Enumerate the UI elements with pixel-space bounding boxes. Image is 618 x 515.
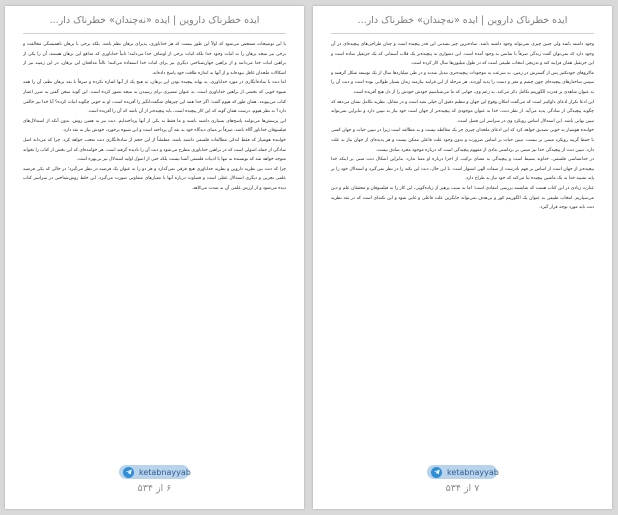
header-divider (23, 33, 286, 34)
book-page-right (313, 6, 612, 509)
channel-name: ketabnayyab (447, 467, 499, 477)
page-number: ۷ از ۵۳۴ (445, 483, 480, 494)
paragraph: ماکروهای خودتکثیر پس از گسترش در زمین، به سرعت به موجودات پیچیده‌تری تبدیل شدند و در طی میلیاردها سال از یک توسعه شکل گرفتند و سپس ساختارهای پیچیده‌ای چون چشم و مغز و دست را پدید آوردند. هر مرحله از این فرایند نیازمند زمان بسیار طولانی بوده است و دنت آن را به عنوان شاهدی بر قدرت الگوریتم تکامل ذکر می‌کند. به زعم وی، جهانی که ما می‌شناسیم خودش خودش را از دل هیچ آفریده است. (331, 70, 594, 95)
channel-badge[interactable] (427, 465, 497, 479)
paragraph: با این توضیحات مشخص می‌شود که اولاً این طور نیست که هر خداباوری، پذیرای برهان نظم باشد. بلکه برخی با برهان ناهمیشگی مخالفت و برخی نیز نتیجه برهان را نه اثبات وجود خدا بلکه اثبات برخی از اوصاف خدا می‌دانند؛ ثانیاً خداباوری که مدافع این برهان هستند، آن را یکی از براهین اثبات خدا می‌دانند و از براهین جهان‌شناختی دیگری نیز برای اثبات خدا استفاده می‌کنند؛ ثالثاً مدافعان این برهان، در این زمینه نیز از اشکالات ملحدان غافل نبوده‌اند و از آنها به اندازه طاقت خود پاسخ داده‌اند. (23, 42, 286, 76)
channel-name: ketabnayyab (139, 467, 191, 477)
paragraph: عبارت زیادی در این کتاب هست که شایسته بررسی انتقادی است؛ اما به سبب پرهیز از زیاده‌گویی، این کار را به فیلسوفان و محققان علم و دین می‌سپاریم. انتخاب طبیعی به عنوان یک الگوریتم کور و بی‌هدف نمی‌تواند جایگزین علت فاعلی و غایی شود و این نکته‌ای است که در نقد نظریه دنت باید مورد توجه قرار گیرد. (331, 185, 594, 211)
page-body (331, 40, 594, 460)
page-body (23, 40, 286, 460)
paragraph: اما دنت با ساده‌انگاری در مورد خداباوری، به بهانه پیچیده بودن این برهان، به هیچ یک از آنها اشاره نکرده و صرفاً با نقد برهان نظم، آن را همه شیوه خوبی که بخشی از براهین خداباوری است، به عنوان مسیری برای رسیدن به نتیجه تصور کرده است. این گونه سخن گفتن به ضرر اعتبار کتاب می‌پیوندد. همان طور که هیوم گفت: اگر خدا همه این چیزهای شگفت‌انگیز را آفریده است، او به خوبی چگونه اثبات کرده؟ آیا خدا نیز خالقی دارد؟ به نظر هیوم، درست همان گونه که این کار پیچیده است، باید پیچیده‌تر از آن باشد که آن را آفریده است. (23, 80, 286, 115)
running-header: ایده خطرناک داروین | ایده «نه‌چندان» خطرناک دار... (49, 15, 260, 26)
page-number: ۶ از ۵۳۴ (137, 483, 172, 494)
paragraph: خواننده هوشیار که فقط اندکی مطالعات فلسفی داشته باشد، مطمئناً از این حجم از ساده‌انگاری دنت تعجب خواهد کرد. چرا که می‌داند اصل سادگی از جمله اصولی است که در براهین خداباوری مطرح می‌شود و دنت آن را نادیده گرفته است. هر خواننده‌ای که این بخش از کتاب را بخواند متوجه خواهد شد که نویسنده نه تنها با ادبیات فلسفی آشنا نیست بلکه حتی از اصول اولیه استدلال نیز بی‌بهره است. (23, 137, 286, 163)
paragraph: خواننده هوشیار به خوبی تصدیق خواهد کرد که این ادعای ملحدان چیزی جز یک مغالطه نیست و به مطالعه است زیرا در تبیین حیات و جهان کسی با حفظ گزینه رویکرد مبتنی بر نیست. تبیین حیات بر اساس ضرورت و بدون وجود علت فاعلی ممکن نیست و هر پدیده‌ای از جهان نیاز به علت دارد. تبیین دنت از پیچیدگی خدا نیز مبتنی بر برداشتی مادی از مفهوم پیچیدگی است که درباره موجود مجرد صادق نیست. (331, 128, 594, 153)
book-page-left (5, 6, 304, 509)
running-header: ایده خطرناک داروین | ایده «نه‌چندان» خطرناک دار... (357, 15, 568, 26)
paragraph: چرا که دنت بین نظریه داروین و نظریه خداباوری هیچ فرقی نمی‌گذارد و هر دو را به عنوان یک فرضیه در نظر می‌گیرد؛ در حالی که یکی فرضیه علمی تجربی و دیگری استدلال عقلی است و قضاوت درباره آنها با معیارهای متفاوتی صورت می‌گیرد. این خلط روش‌شناختی در سراسر کتاب دیده می‌شود و از ارزش علمی آن به شدت می‌کاهد. (23, 166, 286, 191)
paragraph: این ادعا تکرار ادعای داوکینز است که می‌گفت امکان وقوع این جهان و تنظیم دقیق آن خیلی بعید است و در مقابل، نظریه تکامل نشان می‌دهد که چگونه پیچیدگی از سادگی پدید می‌آید. از نظر دنت، خدا به عنوان موجودی که پیچیده‌تر از جهان است خود نیاز به تبیین دارد و بنابراین نمی‌تواند تبیین نهایی باشد. این استدلال اساس رویکرد وی در سراسر این فصل است. (331, 99, 594, 124)
channel-badge[interactable] (119, 465, 189, 479)
header-divider (331, 33, 594, 34)
paragraph: در خداشناسی فلسفی، خداوند بسیط است و پیچیدگی به معنای ترکیب از اجزا درباره او معنا ندارد. بنابراین اشکال دنت مبنی بر اینکه خدا پیچیده‌تر از جهان است از اساس بر فهم نادرست از صفات الهی استوار است. با این حال، دنت این نکته را در نظر نمی‌گیرد و استدلال خود را بر پایه تشبیه خدا به یک ماشین پیچیده بنا می‌کند که خود نیاز به طراح دارد. (331, 157, 594, 182)
telegram-icon (123, 467, 134, 478)
paragraph: این پرسش‌ها می‌توانند پاسخ‌های بسیاری داشته باشند و ما فقط به یکی از آنها پرداخته‌ایم. دنت نیز به همین روش، بدون آنکه از استدلال‌های فیلسوفان خداباور آگاه باشد، صرفاً بر مبنای دیدگاه خود به نقد آن پرداخته است و این شیوه برخورد، خودش نیاز به نقد دارد. (23, 118, 286, 134)
paragraph: وجود داشته باشد ولی چنین چیزی نمی‌تواند وجود داشته باشد. ساده‌ترین چیز نشدنی این قدر پیچیده است و چنان طراحی‌های پیچیده‌ای در آن وجود دارد که نمی‌توان گفت زندگی صرفاً با شانس به وجود آمده است. این دشواری نه پیچیده‌تر یک قلاب آسمانی که یک جرثقیل ساده است و این جرثقیل همان فرایند کند و تدریجی انتخاب طبیعی است که در طول میلیون‌ها سال کار کرده است. (331, 42, 594, 67)
telegram-icon (431, 467, 442, 478)
